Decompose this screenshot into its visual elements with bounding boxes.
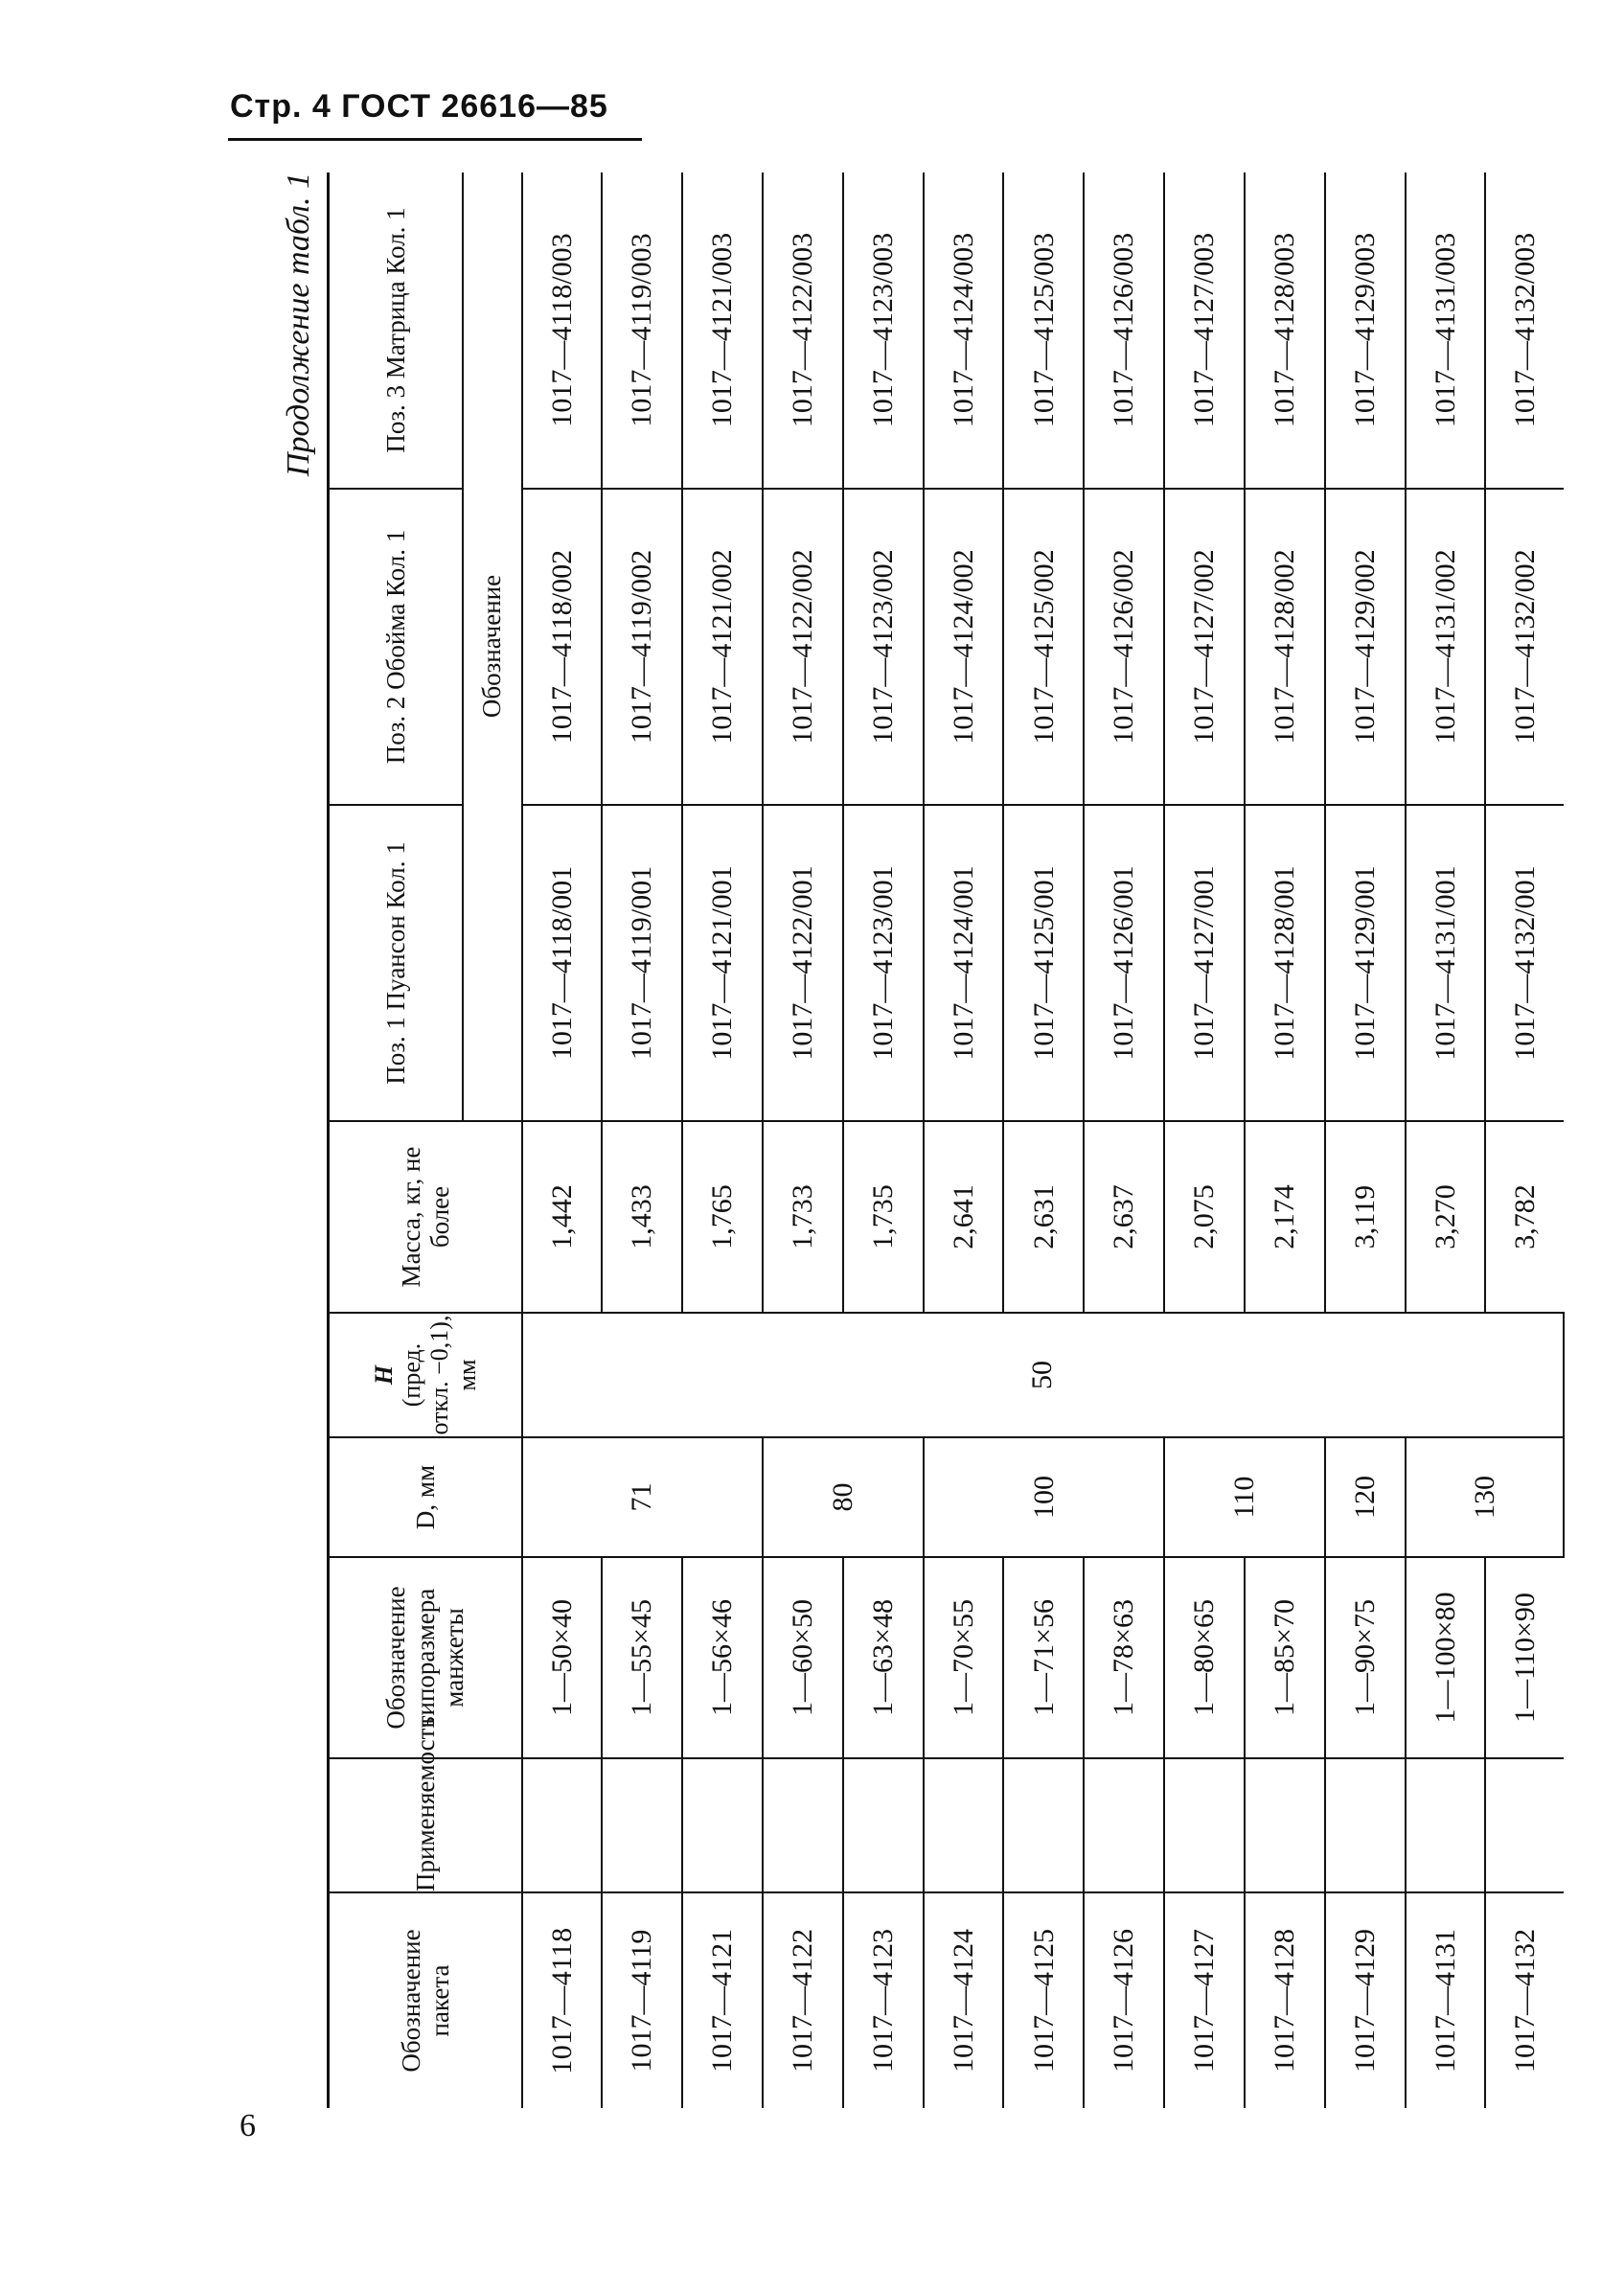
cell-pos2: 1017—4125/002 bbox=[1003, 489, 1084, 805]
cell-pos1: 1017—4119/001 bbox=[602, 805, 682, 1121]
cell-applicability bbox=[1325, 1758, 1406, 1892]
page-label: Стр. 4 bbox=[230, 88, 332, 125]
cell-applicability bbox=[682, 1758, 763, 1892]
cell-pos3: 1017—4121/003 bbox=[682, 172, 763, 489]
cell-cuff: 1—60×50 bbox=[763, 1557, 843, 1758]
cell-pos2: 1017—4131/002 bbox=[1406, 489, 1486, 805]
cell-d: 71 bbox=[522, 1437, 763, 1557]
cell-d: 100 bbox=[924, 1437, 1164, 1557]
cell-applicability bbox=[763, 1758, 843, 1892]
cell-pos2: 1017—4127/002 bbox=[1164, 489, 1245, 805]
cell-cuff: 1—71×56 bbox=[1003, 1557, 1084, 1758]
standard-code: ГОСТ 26616—85 bbox=[341, 88, 608, 125]
cell-pos3: 1017—4129/003 bbox=[1325, 172, 1406, 489]
cell-cuff: 1—50×40 bbox=[522, 1557, 603, 1758]
cell-mass: 3,119 bbox=[1325, 1121, 1406, 1313]
cell-pos3: 1017—4131/003 bbox=[1406, 172, 1486, 489]
cell-packet: 1017—4127 bbox=[1164, 1892, 1245, 2108]
cell-pos1: 1017—4126/001 bbox=[1084, 805, 1164, 1121]
cell-pos3: 1017—4119/003 bbox=[602, 172, 682, 489]
cell-mass: 3,782 bbox=[1485, 1121, 1564, 1313]
cell-applicability bbox=[1245, 1758, 1325, 1892]
table-caption: Продолжение табл. 1 bbox=[281, 172, 316, 477]
col-pos2: Поз. 2 Обойма Кол. 1 bbox=[329, 489, 463, 805]
cell-pos2: 1017—4124/002 bbox=[924, 489, 1004, 805]
cell-pos1: 1017—4127/001 bbox=[1164, 805, 1245, 1121]
cell-pos2: 1017—4119/002 bbox=[602, 489, 682, 805]
col-pos1: Поз. 1 Пуансон Кол. 1 bbox=[329, 805, 463, 1121]
cell-pos3: 1017—4132/003 bbox=[1508, 232, 1541, 428]
cell-mass: 1,433 bbox=[602, 1121, 682, 1313]
cell-d: 80 bbox=[763, 1437, 924, 1557]
cell-applicability bbox=[924, 1758, 1004, 1892]
cell-applicability bbox=[1164, 1758, 1245, 1892]
col-cuff-size: Обозначение типоразмера манжеты bbox=[329, 1557, 522, 1758]
cell-mass: 2,637 bbox=[1084, 1121, 1164, 1313]
cell-packet: 1017—4129 bbox=[1325, 1892, 1406, 2108]
cell-pos1: 1017—4131/001 bbox=[1406, 805, 1486, 1121]
cell-packet: 1017—4132 bbox=[1485, 1892, 1564, 2108]
specification-table bbox=[327, 172, 1565, 2108]
cell-pos2: 1017—4118/002 bbox=[522, 489, 603, 805]
cell-packet: 1017—4125 bbox=[1003, 1892, 1084, 2108]
cell-d: 110 bbox=[1164, 1437, 1325, 1557]
cell-mass: 2,641 bbox=[924, 1121, 1004, 1313]
col-mass: Масса, кг, не более bbox=[329, 1121, 522, 1313]
cell-cuff: 1—56×46 bbox=[682, 1557, 763, 1758]
cell-pos2: 1017—4121/002 bbox=[682, 489, 763, 805]
cell-packet: 1017—4123 bbox=[843, 1892, 924, 2108]
cell-mass: 2,174 bbox=[1245, 1121, 1325, 1313]
cell-pos3: 1017—4123/003 bbox=[843, 172, 924, 489]
col-packet: Обозначение пакета bbox=[329, 1892, 522, 2108]
cell-mass: 1,735 bbox=[843, 1121, 924, 1313]
cell-packet: 1017—4124 bbox=[924, 1892, 1004, 2108]
cell-d: 130 bbox=[1406, 1437, 1564, 1557]
cell-mass: 1,442 bbox=[522, 1121, 603, 1313]
cell-applicability bbox=[843, 1758, 924, 1892]
cell-cuff: 1—85×70 bbox=[1245, 1557, 1325, 1758]
cell-pos2: 1017—4129/002 bbox=[1325, 489, 1406, 805]
cell-pos1: 1017—4118/001 bbox=[522, 805, 603, 1121]
col-applicability: Применяемость bbox=[329, 1758, 522, 1892]
cell-cuff: 1—110×90 bbox=[1485, 1557, 1564, 1758]
cell-pos2: 1017—4122/002 bbox=[763, 489, 843, 805]
col-designation: Обозначение bbox=[463, 172, 522, 1121]
cell-mass: 3,270 bbox=[1406, 1121, 1486, 1313]
cell-packet: 1017—4119 bbox=[602, 1892, 682, 2108]
cell-packet: 1017—4128 bbox=[1245, 1892, 1325, 2108]
cell-pos3: 1017—4124/003 bbox=[924, 172, 1004, 489]
cell-cuff: 1—90×75 bbox=[1325, 1557, 1406, 1758]
cell-mass: 2,075 bbox=[1164, 1121, 1245, 1313]
cell-mass: 1,765 bbox=[682, 1121, 763, 1313]
cell-pos2: 1017—4126/002 bbox=[1084, 489, 1164, 805]
cell-applicability bbox=[1485, 1758, 1564, 1892]
cell-applicability bbox=[1406, 1758, 1486, 1892]
cell-pos1: 1017—4125/001 bbox=[1003, 805, 1084, 1121]
cell-pos1: 1017—4129/001 bbox=[1325, 805, 1406, 1121]
cell-packet: 1017—4121 bbox=[682, 1892, 763, 2108]
cell-packet: 1017—4126 bbox=[1084, 1892, 1164, 2108]
cell-pos1: 1017—4124/001 bbox=[924, 805, 1004, 1121]
col-pos3: Поз. 3 Матрица Кол. 1 bbox=[329, 172, 463, 489]
cell-pos3: 1017—4125/003 bbox=[1003, 172, 1084, 489]
rotated-table-block bbox=[281, 172, 1565, 2108]
cell-cuff: 1—100×80 bbox=[1406, 1557, 1486, 1758]
cell-pos2: 1017—4123/002 bbox=[843, 489, 924, 805]
col-h-symbol: H bbox=[369, 1364, 398, 1386]
cell-d: 120 bbox=[1325, 1437, 1406, 1557]
cell-cuff: 1—78×63 bbox=[1084, 1557, 1164, 1758]
cell-pos2: 1017—4132/002 bbox=[1485, 489, 1564, 805]
cell-pos1: 1017—4123/001 bbox=[843, 805, 924, 1121]
cell-pos1: 1017—4132/001 bbox=[1485, 805, 1564, 1121]
cell-cuff: 1—55×45 bbox=[602, 1557, 682, 1758]
col-h-detail: (пред. откл. −0,1), мм bbox=[397, 1315, 481, 1435]
cell-mass: 1,733 bbox=[763, 1121, 843, 1313]
header-rule bbox=[228, 138, 642, 141]
cell-packet: 1017—4122 bbox=[763, 1892, 843, 2108]
cell-pos3: 1017—4122/003 bbox=[763, 172, 843, 489]
page-number: 6 bbox=[240, 2108, 256, 2143]
page-header bbox=[230, 88, 608, 126]
col-h bbox=[329, 1313, 522, 1437]
cell-cuff: 1—63×48 bbox=[843, 1557, 924, 1758]
cell-applicability bbox=[522, 1758, 603, 1892]
cell-cuff: 1—70×55 bbox=[924, 1557, 1004, 1758]
cell-pos3: 1017—4127/003 bbox=[1164, 172, 1245, 489]
cell-h: 50 bbox=[522, 1313, 1565, 1437]
cell-applicability bbox=[1003, 1758, 1084, 1892]
cell-packet: 1017—4118 bbox=[522, 1892, 603, 2108]
cell-mass: 2,631 bbox=[1003, 1121, 1084, 1313]
cell-pos1: 1017—4128/001 bbox=[1245, 805, 1325, 1121]
cell-cuff: 1—80×65 bbox=[1164, 1557, 1245, 1758]
cell-applicability bbox=[1084, 1758, 1164, 1892]
cell-packet: 1017—4131 bbox=[1406, 1892, 1486, 2108]
cell-pos3: 1017—4118/003 bbox=[522, 172, 603, 489]
cell-pos2: 1017—4128/002 bbox=[1245, 489, 1325, 805]
col-d: D, мм bbox=[329, 1437, 522, 1557]
cell-pos3: 1017—4128/003 bbox=[1245, 172, 1325, 489]
cell-applicability bbox=[602, 1758, 682, 1892]
cell-pos1: 1017—4122/001 bbox=[763, 805, 843, 1121]
cell-pos1: 1017—4121/001 bbox=[682, 805, 763, 1121]
cell-pos3: 1017—4126/003 bbox=[1084, 172, 1164, 489]
